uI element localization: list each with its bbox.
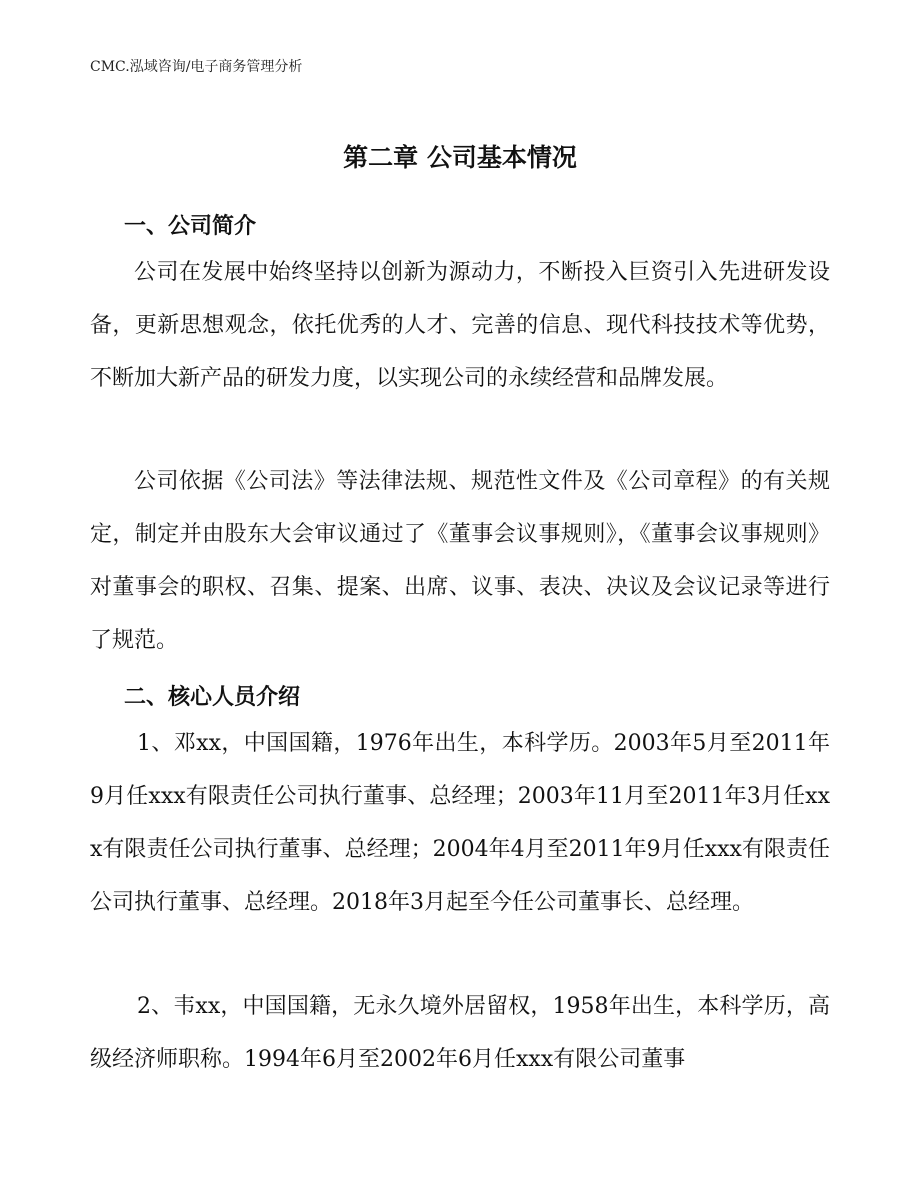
paragraph-company-development: 公司在发展中始终坚持以创新为源动力，不断投入巨资引入先进研发设备，更新思想观念，依托优秀的人才、完善的信息、现代科技技术等优势，不断加大新产品的研发力度，以实现公司的永续经营和品牌发展。 — [90, 260, 830, 391]
section-heading-core-personnel: 二、核心人员介绍 — [124, 684, 301, 710]
paragraph-person-deng: 1、邓xx，中国国籍，1976年出生，本科学历。2003年5月至2011年9月任xxx有限责任公司执行董事、总经理；2003年11月至2011年3月任xxx有限责任公司执行董事、总经理；2004年4月至2011年9月任xxx有限责任公司执行董事、总经理。2018年3月起至今任公司董事长、总经理。 — [90, 731, 830, 915]
section-heading-company-intro: 一、公司简介 — [124, 213, 257, 239]
page-header: CMC.泓域咨询/电子商务管理分析 — [90, 59, 303, 75]
paragraph-company-governance: 公司依据《公司法》等法律法规、规范性文件及《公司章程》的有关规定，制定并由股东大会审议通过了《董事会议事规则》，《董事会议事规则》对董事会的职权、召集、提案、出席、议事、表决、决议及会议记录等进行了规范。 — [90, 469, 830, 653]
paragraph-person-wei: 2、韦xx，中国国籍，无永久境外居留权，1958年出生，本科学历，高级经济师职称。1994年6月至2002年6月任xxx有限公司董事 — [90, 994, 830, 1072]
chapter-title: 第二章 公司基本情况 — [343, 143, 577, 172]
